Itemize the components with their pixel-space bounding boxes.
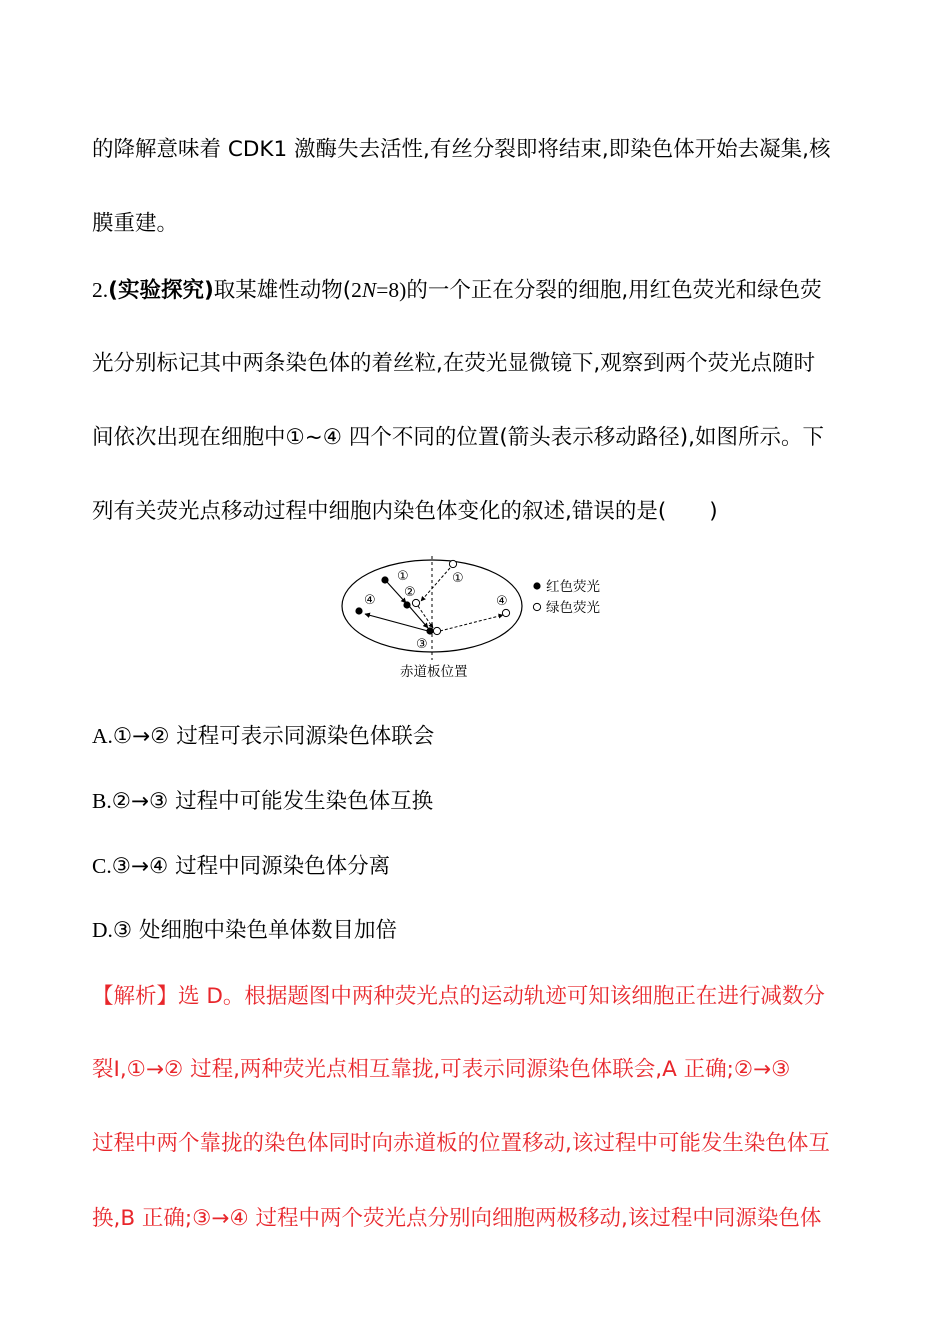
option-a	[92, 721, 862, 752]
option-d	[92, 915, 862, 946]
question-text-a: 取某雄性动物(	[213, 278, 352, 303]
option-a-letter: A.	[92, 724, 113, 748]
legend-red-label: 红色荧光	[546, 579, 600, 595]
question-number: 2.	[92, 278, 109, 302]
red-dot-1	[381, 576, 388, 583]
label-red-3: ③	[416, 637, 428, 652]
cell-fluorescence-diagram	[340, 556, 620, 684]
label-green-4: ④	[496, 594, 508, 609]
formula-n: N	[361, 278, 377, 302]
option-b	[92, 786, 862, 817]
question-line-1	[92, 275, 862, 306]
legend-red-dot	[533, 582, 540, 589]
option-c	[92, 851, 862, 882]
option-c-text: ③→④ 过程中同源染色体分离	[111, 854, 391, 879]
analysis-line-4: 换,B 正确;③→④ 过程中两个荧光点分别向细胞两极移动,该过程中同源染色体	[92, 1206, 822, 1231]
green-dot-3	[433, 627, 440, 634]
analysis-line-3: 过程中两个靠拢的染色体同时向赤道板的位置移动,该过程中可能发生染色体互	[92, 1131, 830, 1156]
label-red-2: ②	[404, 585, 416, 600]
option-d-letter: D.	[92, 918, 113, 942]
formula-rest: =8)	[376, 278, 407, 302]
question-text-b: 的一个正在分裂的细胞,用红色荧光和绿色荧	[406, 278, 822, 303]
green-dot-2	[412, 599, 419, 606]
intro-line-2: 膜重建。	[92, 211, 179, 236]
legend-green-label: 绿色荧光	[546, 600, 600, 616]
label-red-1: ①	[397, 569, 409, 584]
green-path-3-4	[440, 615, 503, 631]
red-dot-3	[426, 627, 433, 634]
red-dot-2	[403, 601, 410, 608]
option-b-letter: B.	[92, 789, 112, 813]
question-line-2: 光分别标记其中两条染色体的着丝粒,在荧光显微镜下,观察到两个荧光点随时	[92, 351, 816, 376]
green-dot-1	[449, 560, 456, 567]
option-a-text: ①→② 过程可表示同源染色体联会	[112, 724, 435, 749]
intro-line-1: 的降解意味着 CDK1 激酶失去活性,有丝分裂即将结束,即染色体开始去凝集,核	[92, 137, 831, 162]
analysis-line-1: 【解析】选 D。根据题图中两种荧光点的运动轨迹可知该细胞正在进行减数分	[92, 984, 825, 1009]
option-c-letter: C.	[92, 854, 112, 878]
question-tag: (实验探究)	[108, 278, 214, 303]
red-path-2-3	[409, 606, 428, 628]
green-dot-4	[502, 609, 509, 616]
legend-green-dot	[533, 603, 540, 610]
option-b-text: ②→③ 过程中可能发生染色体互换	[111, 789, 434, 814]
red-dot-4	[355, 607, 362, 614]
question-line-3: 间依次出现在细胞中①~④ 四个不同的位置(箭头表示移动路径),如图所示。下	[92, 425, 825, 450]
option-d-text: ③ 处细胞中染色单体数目加倍	[112, 918, 398, 943]
label-red-4: ④	[364, 593, 376, 608]
formula-2: 2	[351, 278, 362, 302]
label-green-1: ①	[452, 571, 464, 586]
green-path-1-2	[421, 568, 450, 601]
figure-caption: 赤道板位置	[400, 664, 468, 680]
analysis-line-2: 裂Ⅰ,①→② 过程,两种荧光点相互靠拢,可表示同源染色体联会,A 正确;②→③	[92, 1057, 791, 1082]
question-line-4: 列有关荧光点移动过程中细胞内染色体变化的叙述,错误的是( )	[92, 499, 718, 524]
